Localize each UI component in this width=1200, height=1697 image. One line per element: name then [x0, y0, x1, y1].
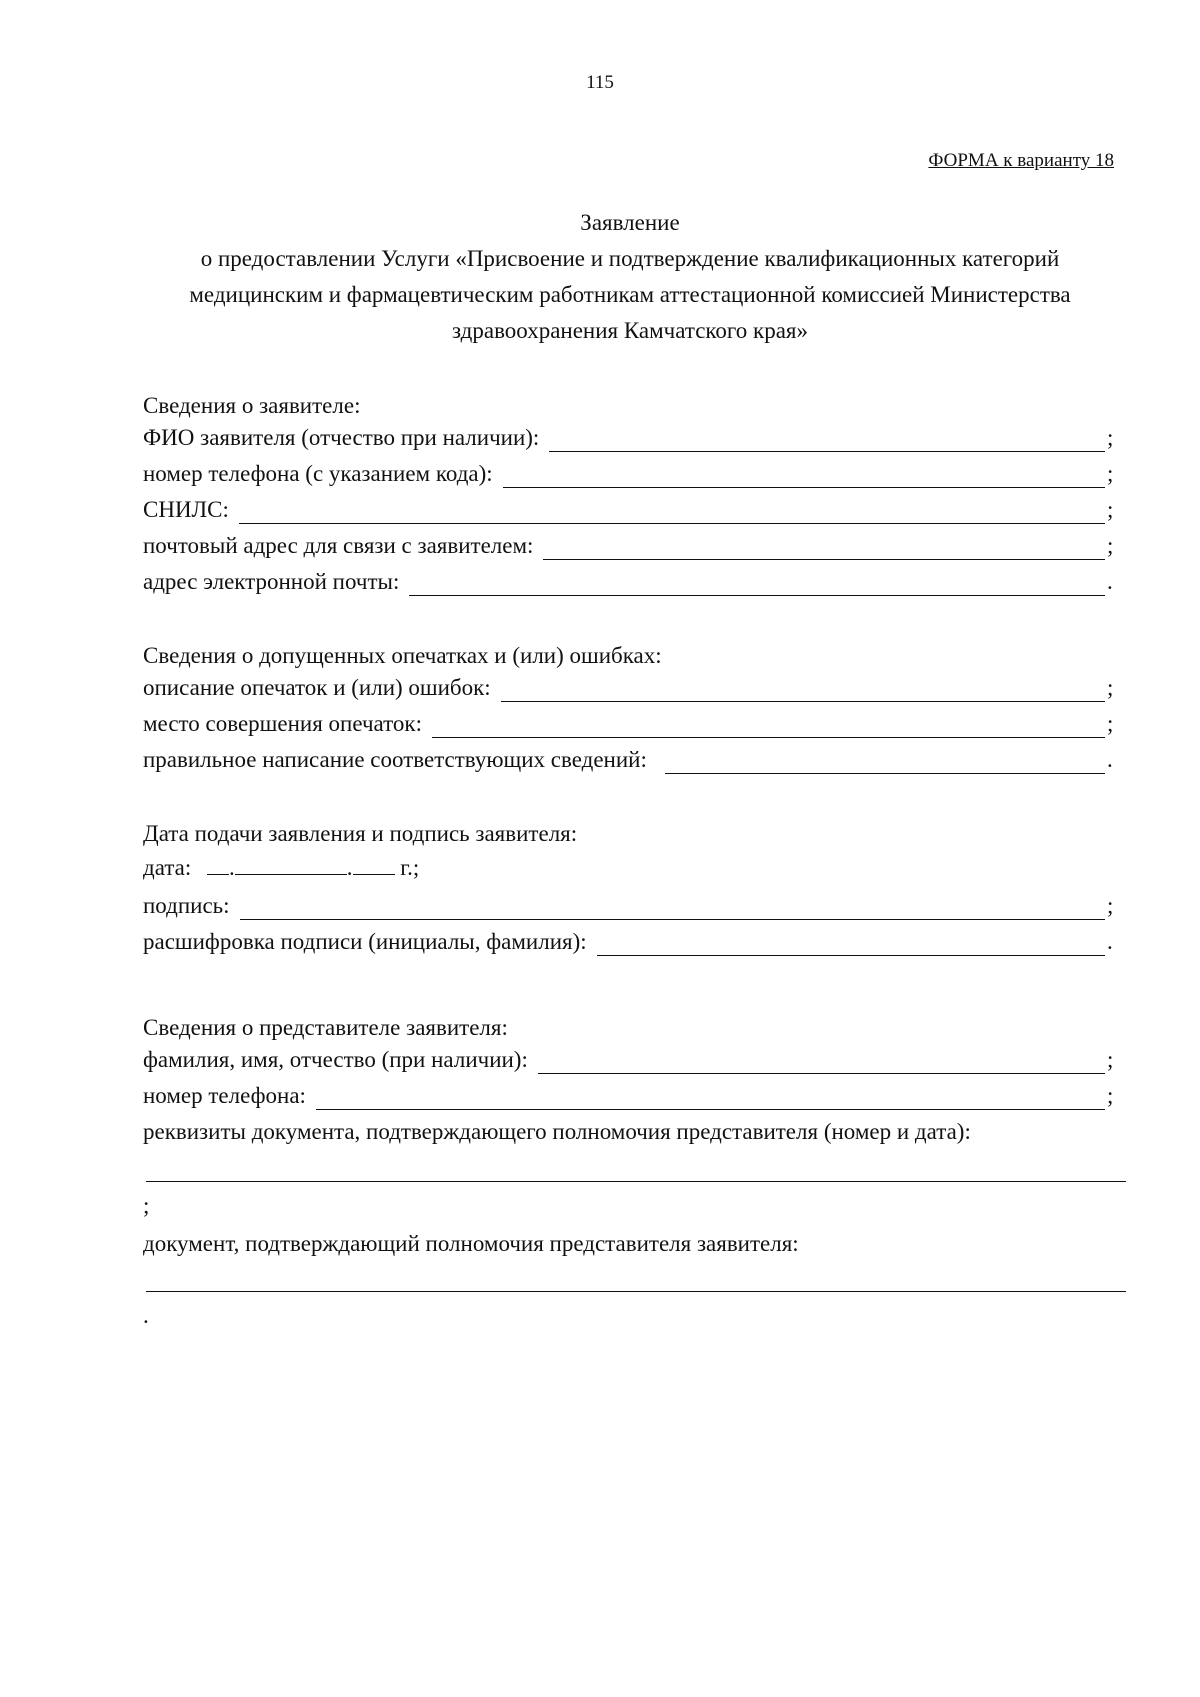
applicant-fio-field[interactable] — [143, 422, 1115, 452]
submission-section-heading: Дата подачи заявления и подпись заявителя: — [143, 821, 578, 846]
document-details-label: реквизиты документа, подтверждающего полномочия представителя (номер и дата): — [143, 1119, 971, 1144]
representative-document-label: документ, подтверждающий полномочия представителя заявителя: — [143, 1231, 799, 1256]
title-line-3: медицинским и фармацевтическим работникам аттестационной комиссией Министерства — [189, 282, 1071, 307]
representative-document-end: . — [143, 1303, 149, 1328]
correct-spelling-field[interactable] — [143, 744, 1115, 774]
field-end-punctuation: ; — [1107, 425, 1114, 450]
field-end-punctuation: ; — [1107, 497, 1114, 522]
fill-in-blank[interactable] — [316, 1087, 1105, 1110]
field-label: описание опечаток и (или) ошибок: — [143, 675, 491, 700]
field-label: номер телефона: — [143, 1083, 306, 1108]
fill-in-blank[interactable] — [597, 933, 1105, 956]
field-end-punctuation: ; — [1107, 893, 1114, 918]
fill-in-blank[interactable] — [549, 429, 1105, 452]
field-label: фамилия, имя, отчество (при наличии): — [143, 1047, 528, 1072]
field-label: ФИО заявителя (отчество при наличии): — [143, 425, 540, 450]
applicant-postal-address-field[interactable] — [143, 530, 1115, 560]
representative-document-blank[interactable] — [146, 1291, 1126, 1292]
document-details-end: ; — [143, 1193, 150, 1218]
representative-phone-field[interactable] — [143, 1080, 1115, 1110]
date-field[interactable] — [143, 854, 419, 882]
fill-in-blank[interactable] — [432, 715, 1105, 738]
date-separator: . — [346, 855, 353, 880]
field-end-punctuation: . — [1107, 747, 1113, 772]
title-line-4: здравоохранения Камчатского края» — [452, 318, 808, 343]
error-description-field[interactable] — [143, 672, 1115, 702]
year-blank[interactable] — [353, 854, 395, 875]
field-end-punctuation: ; — [1107, 711, 1114, 736]
month-blank[interactable] — [235, 854, 347, 875]
representative-fio-field[interactable] — [143, 1044, 1115, 1074]
date-separator: . — [229, 855, 235, 880]
fill-in-blank[interactable] — [409, 573, 1105, 596]
representative-section-heading: Сведения о представителе заявителя: — [143, 1015, 508, 1040]
error-location-field[interactable] — [143, 708, 1115, 738]
field-label: подпись: — [143, 893, 230, 918]
field-end-punctuation: . — [1107, 569, 1113, 594]
field-end-punctuation: ; — [1107, 1047, 1114, 1072]
field-end-punctuation: ; — [1107, 1083, 1114, 1108]
document-title — [135, 205, 1125, 349]
field-label: место совершения опечаток: — [143, 711, 422, 736]
fill-in-blank[interactable] — [538, 1051, 1105, 1074]
title-line-1: Заявление — [580, 210, 680, 235]
signature-transcript-field[interactable] — [143, 926, 1115, 956]
field-end-punctuation: ; — [1107, 675, 1114, 700]
applicant-snils-field[interactable] — [143, 494, 1115, 524]
date-label: дата: — [143, 855, 192, 880]
field-label: номер телефона (с указанием кода): — [143, 461, 493, 486]
fill-in-blank[interactable] — [240, 897, 1105, 920]
applicant-email-field[interactable] — [143, 566, 1115, 596]
fill-in-blank[interactable] — [501, 679, 1105, 702]
document-details-blank[interactable] — [146, 1181, 1126, 1182]
day-blank[interactable] — [207, 854, 229, 875]
title-line-2: о предоставлении Услуги «Присвоение и подтверждение квалификационных категорий — [200, 246, 1060, 271]
field-label: СНИЛС: — [143, 497, 229, 522]
fill-in-blank[interactable] — [543, 537, 1105, 560]
applicant-section-heading: Сведения о заявителе: — [143, 393, 361, 418]
field-label: правильное написание соответствующих сведений: — [143, 747, 647, 772]
errors-section-heading: Сведения о допущенных опечатках и (или) ошибках: — [143, 643, 662, 668]
field-end-punctuation: ; — [1107, 461, 1114, 486]
field-end-punctuation: ; — [1107, 533, 1114, 558]
applicant-phone-field[interactable] — [143, 458, 1115, 488]
fill-in-blank[interactable] — [665, 751, 1105, 774]
field-end-punctuation: . — [1107, 929, 1113, 954]
year-suffix: г.; — [400, 855, 420, 880]
field-label: почтовый адрес для связи с заявителем: — [143, 533, 534, 558]
form-reference: ФОРМА к варианту 18 — [928, 150, 1114, 171]
fill-in-blank[interactable] — [239, 501, 1105, 524]
page-number: 115 — [586, 72, 614, 93]
field-label: расшифровка подписи (инициалы, фамилия): — [143, 929, 587, 954]
fill-in-blank[interactable] — [503, 465, 1105, 488]
signature-field[interactable] — [143, 890, 1115, 920]
field-label: адрес электронной почты: — [143, 569, 400, 594]
